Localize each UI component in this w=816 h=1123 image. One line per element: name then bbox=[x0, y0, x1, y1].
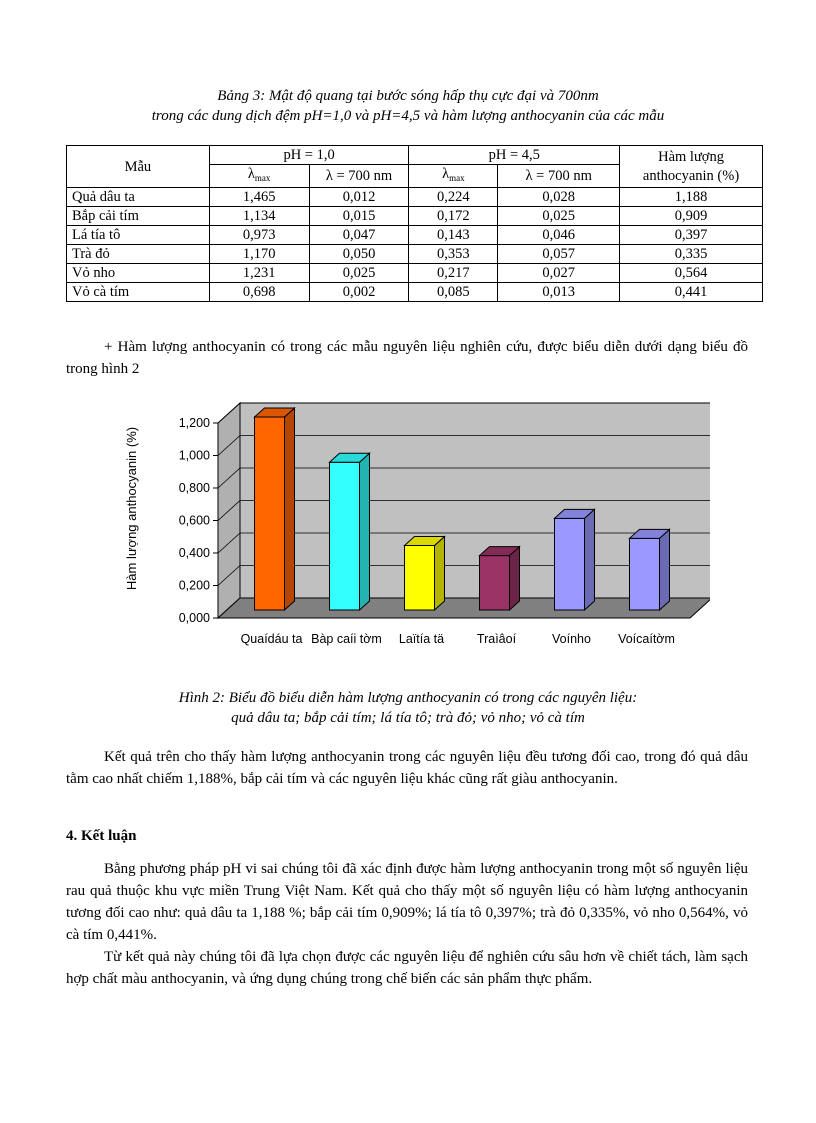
cell-value: 1,170 bbox=[209, 245, 309, 264]
section-heading-conclusion: 4. Kết luận bbox=[66, 828, 137, 844]
header-sample: Mẫu bbox=[67, 146, 210, 188]
absorbance-table bbox=[66, 145, 763, 302]
cell-value: 0,335 bbox=[620, 245, 763, 264]
bar-side bbox=[510, 547, 520, 610]
cell-value: 0,224 bbox=[409, 188, 498, 207]
x-tick-label: Traìâoí bbox=[476, 632, 517, 646]
paragraph-text: Bằng phương pháp pH vi sai chúng tôi đã xác định được hàm lượng anthocyanin trong một số nguyên liệu rau quả thuộc khu vực miền Trung Việt Nam. Kết quả cho thấy một số nguyên liệu có hàm lượng anthocyanin tương đối cao như: quả dâu ta 1,188 %; bắp cải tím 0,909%; lá tía tô 0,397%; trà đỏ 0,335%, vỏ nho 0,564%, vỏ cà tím 0,441%. bbox=[66, 861, 748, 943]
bar bbox=[255, 417, 285, 610]
y-tick-label: 1,200 bbox=[178, 416, 210, 430]
cell-value: 1,231 bbox=[209, 264, 309, 283]
bar-side bbox=[585, 509, 595, 610]
cell-sample-name: Vỏ cà tím bbox=[67, 283, 210, 302]
y-tick-label: 0,400 bbox=[178, 546, 210, 560]
lambda-symbol: λ bbox=[442, 166, 450, 182]
cell-value: 0,050 bbox=[309, 245, 409, 264]
y-axis-label: Hàm lượng anthocyanin (%) bbox=[124, 426, 139, 591]
bar bbox=[330, 462, 360, 610]
bar bbox=[405, 545, 435, 610]
table-row bbox=[67, 226, 763, 245]
y-tick-label: 0,000 bbox=[178, 611, 210, 625]
x-tick-label: Voínho bbox=[552, 632, 591, 646]
cell-value: 0,973 bbox=[209, 226, 309, 245]
header-lambda-max-1 bbox=[209, 165, 309, 188]
figure-caption-line-2: quả dâu ta; bắp cải tím; lá tía tô; trà đỏ; vỏ nho; vỏ cà tím bbox=[231, 710, 585, 726]
y-tick-label: 0,800 bbox=[178, 481, 210, 495]
cell-sample-name: Bắp cải tím bbox=[67, 207, 210, 226]
cell-value: 0,025 bbox=[309, 264, 409, 283]
cell-value: 0,047 bbox=[309, 226, 409, 245]
bar-side bbox=[660, 529, 670, 610]
header-ph-4-5: pH = 4,5 bbox=[409, 146, 620, 165]
table-caption-line-1: Bảng 3: Mật độ quang tại bước sóng hấp thụ cực đại và 700nm bbox=[217, 88, 599, 104]
cell-value: 0,002 bbox=[309, 283, 409, 302]
cell-value: 0,012 bbox=[309, 188, 409, 207]
cell-value: 0,909 bbox=[620, 207, 763, 226]
header-content-line-2: anthocyanin (%) bbox=[642, 167, 740, 184]
paragraph-conclusion-2 bbox=[66, 946, 748, 990]
y-tick-label: 0,200 bbox=[178, 578, 210, 593]
header-lambda-700-2: λ = 700 nm bbox=[498, 165, 620, 188]
cell-value: 1,134 bbox=[209, 207, 309, 226]
paragraph-text: Từ kết quả này chúng tôi đã lựa chọn được các nguyên liệu để nghiên cứu sâu hơn về chiết tách, làm sạch hợp chất màu anthocyanin, và ứng dụng chúng trong chế biến các sản phẩm thực phẩm. bbox=[66, 949, 748, 987]
cell-value: 1,465 bbox=[209, 188, 309, 207]
bar bbox=[555, 518, 585, 610]
x-tick-label: Quaídáu ta bbox=[240, 632, 303, 646]
paragraph-results bbox=[66, 746, 748, 790]
table-row bbox=[67, 207, 763, 226]
x-tick-label: Bàp caíi tờm bbox=[311, 632, 382, 646]
cell-sample-name: Lá tía tô bbox=[67, 226, 210, 245]
cell-value: 1,188 bbox=[620, 188, 763, 207]
table-caption-line-2: trong các dung dịch đệm pH=1,0 và pH=4,5 và hàm lượng anthocyanin của các mẫu bbox=[151, 108, 665, 124]
cell-sample-name: Trà đỏ bbox=[67, 245, 210, 264]
table-row bbox=[67, 264, 763, 283]
lambda-symbol: λ bbox=[247, 166, 255, 182]
paragraph-text: Kết quả trên cho thấy hàm lượng anthocyanin trong các nguyên liệu đều tương đối cao, trong đó quả dâu tằm cao nhất chiếm 1,188%, bắp cải tím và các nguyên liệu khác cũng rất giàu anthocyanin. bbox=[66, 749, 748, 787]
cell-value: 0,028 bbox=[498, 188, 620, 207]
paragraph-conclusion-1 bbox=[66, 858, 748, 946]
cell-value: 0,441 bbox=[620, 283, 763, 302]
bar bbox=[480, 556, 510, 610]
cell-value: 0,046 bbox=[498, 226, 620, 245]
anthocyanin-bar-chart bbox=[110, 385, 710, 655]
table-header-row-1 bbox=[67, 146, 763, 165]
header-content-line-1: Hàm lượng bbox=[658, 148, 724, 165]
max-subscript: max bbox=[449, 173, 465, 183]
bar bbox=[630, 538, 660, 610]
cell-sample-name: Vỏ nho bbox=[67, 264, 210, 283]
table-row bbox=[67, 283, 763, 302]
table-row bbox=[67, 245, 763, 264]
bar-side bbox=[285, 408, 295, 610]
table-caption bbox=[0, 86, 816, 126]
cell-value: 0,172 bbox=[409, 207, 498, 226]
bar-side bbox=[435, 536, 445, 610]
cell-value: 0,015 bbox=[309, 207, 409, 226]
header-lambda-700-1: λ = 700 nm bbox=[309, 165, 409, 188]
cell-value: 0,397 bbox=[620, 226, 763, 245]
cell-value: 0,057 bbox=[498, 245, 620, 264]
header-ph-1: pH = 1,0 bbox=[209, 146, 409, 165]
max-subscript: max bbox=[254, 173, 271, 183]
cell-value: 0,027 bbox=[498, 264, 620, 283]
cell-value: 0,085 bbox=[409, 283, 498, 302]
cell-value: 0,143 bbox=[409, 226, 498, 245]
paragraph-text: + Hàm lượng anthocyanin có trong các mẫu nguyên liệu nghiên cứu, được biểu diễn dưới dạng biểu đồ trong hình 2 bbox=[66, 339, 748, 377]
cell-value: 0,353 bbox=[409, 245, 498, 264]
cell-value: 0,564 bbox=[620, 264, 763, 283]
y-tick-label: 0,600 bbox=[178, 513, 210, 528]
cell-value: 0,013 bbox=[498, 283, 620, 302]
cell-value: 0,698 bbox=[209, 283, 309, 302]
header-anthocyanin-content bbox=[620, 146, 763, 188]
cell-sample-name: Quả dâu ta bbox=[67, 188, 210, 207]
cell-value: 0,217 bbox=[409, 264, 498, 283]
figure-caption bbox=[0, 688, 816, 728]
y-tick-label: 1,000 bbox=[178, 448, 210, 463]
x-tick-label: Laïtía tä bbox=[398, 632, 445, 646]
figure-caption-line-1: Hình 2: Biểu đồ biểu diễn hàm lượng anthocyanin có trong các nguyên liệu: bbox=[178, 690, 638, 706]
x-tick-label: Voícaítờm bbox=[618, 632, 675, 646]
cell-value: 0,025 bbox=[498, 207, 620, 226]
paragraph-chart-intro bbox=[66, 336, 748, 380]
bar-side bbox=[360, 453, 370, 610]
table-row bbox=[67, 188, 763, 207]
header-lambda-max-2 bbox=[409, 165, 498, 188]
